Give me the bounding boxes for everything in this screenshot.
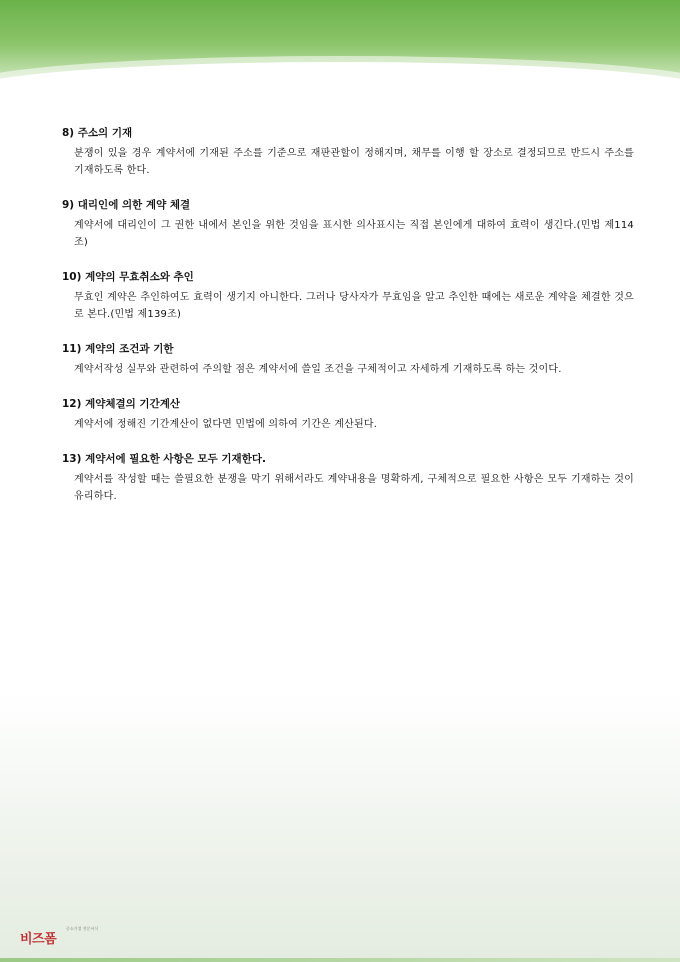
- logo-tagline: 중소기업 전문서식: [66, 926, 99, 931]
- header-swoosh: [0, 62, 680, 122]
- section-body: 무효인 계약은 추인하여도 효력이 생기지 아니한다. 그러나 당사자가 무효임을 알고 추인한 때에는 새로운 계약을 체결한 것으로 본다.(민법 제139조): [74, 292, 634, 320]
- section-body: 계약서에 정해진 기간계산이 없다면 민법에 의하여 기간은 계산된다.: [74, 419, 378, 430]
- bottom-accent-line: [0, 958, 680, 962]
- section-required-items: [62, 452, 634, 505]
- section-title: 11) 계약의 조건과 기한: [62, 343, 174, 355]
- section-body: 분쟁이 있을 경우 계약서에 기재된 주소를 기준으로 재판관할이 정해지며, 채무를 이행 할 장소로 결정되므로 반드시 주소를 기재하도록 한다.: [74, 148, 634, 176]
- section-address: [62, 126, 634, 179]
- section-conditions-terms: [62, 342, 634, 378]
- section-title: 10) 계약의 무효취소와 추인: [62, 271, 194, 283]
- document-content: [62, 126, 634, 524]
- section-body: 계약서작성 실무와 관련하여 주의할 점은 계약서에 쓸일 조건을 구체적이고 자세하게 기재하도록 하는 것이다.: [74, 364, 562, 375]
- logo-text: 비즈폼: [20, 932, 57, 947]
- section-void-ratification: [62, 270, 634, 323]
- section-title: 8) 주소의 기재: [62, 127, 133, 139]
- section-period-calculation: [62, 397, 634, 433]
- section-body: 계약서를 작성할 때는 쓸필요한 분쟁을 막기 위해서라도 계약내용을 명확하게, 구체적으로 필요한 사항은 모두 기재하는 것이 유리하다.: [74, 474, 634, 502]
- section-agent: [62, 198, 634, 251]
- bizforms-logo: [20, 924, 100, 946]
- section-title: 12) 계약체결의 기간계산: [62, 398, 181, 410]
- section-body: 계약서에 대리인이 그 권한 내에서 본인을 위한 것임을 표시한 의사표시는 직접 본인에게 대하여 효력이 생긴다.(민법 제114조): [74, 220, 634, 248]
- section-title: 13) 계약서에 필요한 사항은 모두 기재한다.: [62, 453, 266, 465]
- section-title: 9) 대리인에 의한 계약 체결: [62, 199, 191, 211]
